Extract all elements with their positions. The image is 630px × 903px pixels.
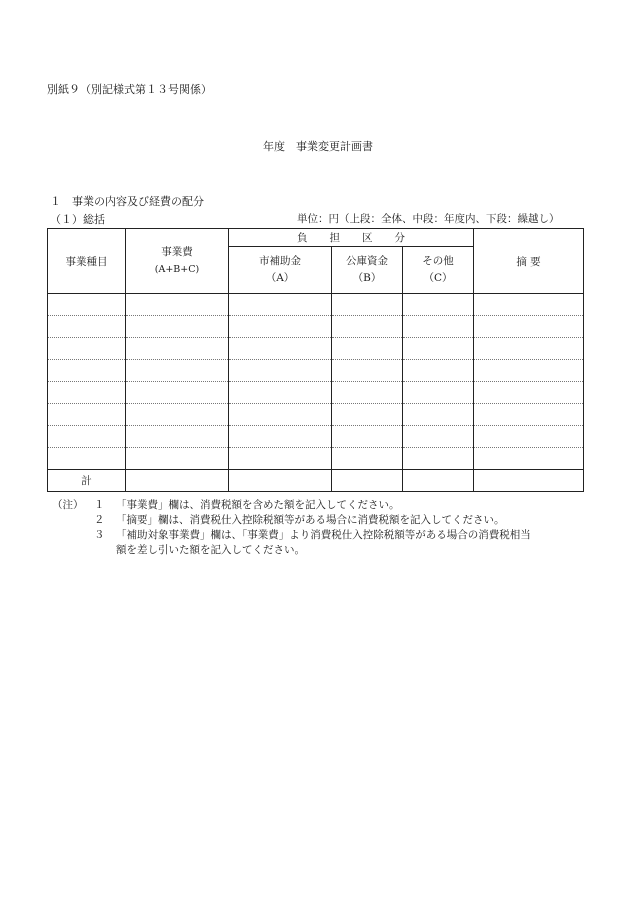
table-row [48,382,584,404]
notes-label: （注） [52,499,84,511]
cell [332,404,403,426]
note-number: １ [94,499,105,511]
cell [48,316,126,338]
section-subheading: （１）総括 [50,213,105,226]
table-row [48,448,584,470]
cell [332,360,403,382]
note-number: ３ [94,529,105,541]
header-public-fund-code: （B） [352,272,382,284]
cell [403,426,474,448]
total-label: 計 [48,470,126,492]
cell [126,294,229,316]
cell [229,338,332,360]
cell [126,382,229,404]
note-item [52,513,531,528]
cell [474,382,584,404]
table-row [48,426,584,448]
unit-note: 単位：円（上段：全体、中段：年度内、下段：繰越し） [297,213,560,225]
cell [48,382,126,404]
cell [48,426,126,448]
header-city-subsidy-label: 市補助金 [259,255,301,267]
cell [474,338,584,360]
note-continuation [52,543,531,558]
header-other-label: その他 [422,255,454,267]
header-remarks: 摘 要 [474,229,584,294]
note-item [52,528,531,543]
cell [229,316,332,338]
total-row [48,470,584,492]
table-row [48,404,584,426]
cell [48,360,126,382]
cell [403,404,474,426]
cell [403,382,474,404]
table-row [48,294,584,316]
cell [474,360,584,382]
cell [474,448,584,470]
cell [332,338,403,360]
table-row [48,316,584,338]
cell [229,426,332,448]
header-business-type: 事業種目 [48,229,126,294]
cell [474,294,584,316]
cell [474,470,584,492]
cell [48,294,126,316]
header-other-code: （C） [423,272,453,284]
cell [332,316,403,338]
budget-table [47,228,584,492]
cell [403,338,474,360]
cell [126,338,229,360]
cell [126,404,229,426]
cell [229,360,332,382]
cell [229,294,332,316]
cell [48,448,126,470]
note-number: ２ [94,514,105,526]
note-text: 「補助対象事業費」欄は、「事業費」より消費税仕入控除税額等がある場合の消費税相当 [116,529,531,541]
note-item [52,498,531,513]
cell [403,294,474,316]
section-heading: １ 事業の内容及び経費の配分 [50,195,204,208]
cell [332,448,403,470]
cell [126,316,229,338]
table-row [48,338,584,360]
cell [126,426,229,448]
cell [332,426,403,448]
header-cost-label: 事業費 [161,246,193,258]
cell [229,448,332,470]
document-title: 年度 事業変更計画書 [263,140,373,153]
header-other [403,247,474,294]
form-id: 別紙９（別記様式第１３号関係） [47,83,212,96]
cell [229,470,332,492]
cell [474,426,584,448]
notes [52,498,531,558]
header-cost-formula: (A+B+C) [154,264,200,275]
header-city-subsidy-code: （A） [265,272,295,284]
cell [403,360,474,382]
cell [229,404,332,426]
header-cost [126,229,229,294]
header-city-subsidy [229,247,332,294]
cell [126,470,229,492]
header-public-fund [332,247,403,294]
cell [474,404,584,426]
cell [332,294,403,316]
note-text: 「摘要」欄は、消費税仕入控除税額等がある場合に消費税額を記入してください。 [116,514,505,526]
cell [332,470,403,492]
cell [332,382,403,404]
cell [126,448,229,470]
cell [474,316,584,338]
cell [403,470,474,492]
cell [126,360,229,382]
table-row [48,360,584,382]
cell [48,338,126,360]
header-public-fund-label: 公庫資金 [346,255,388,267]
cell [229,382,332,404]
cell [403,316,474,338]
cell [403,448,474,470]
cell [48,404,126,426]
note-text-continued: 額を差し引いた額を記入してください。 [116,544,305,556]
note-text: 「事業費」欄は、消費税額を含めた額を記入してください。 [116,499,400,511]
header-burden-division: 負担区分 [229,229,474,247]
